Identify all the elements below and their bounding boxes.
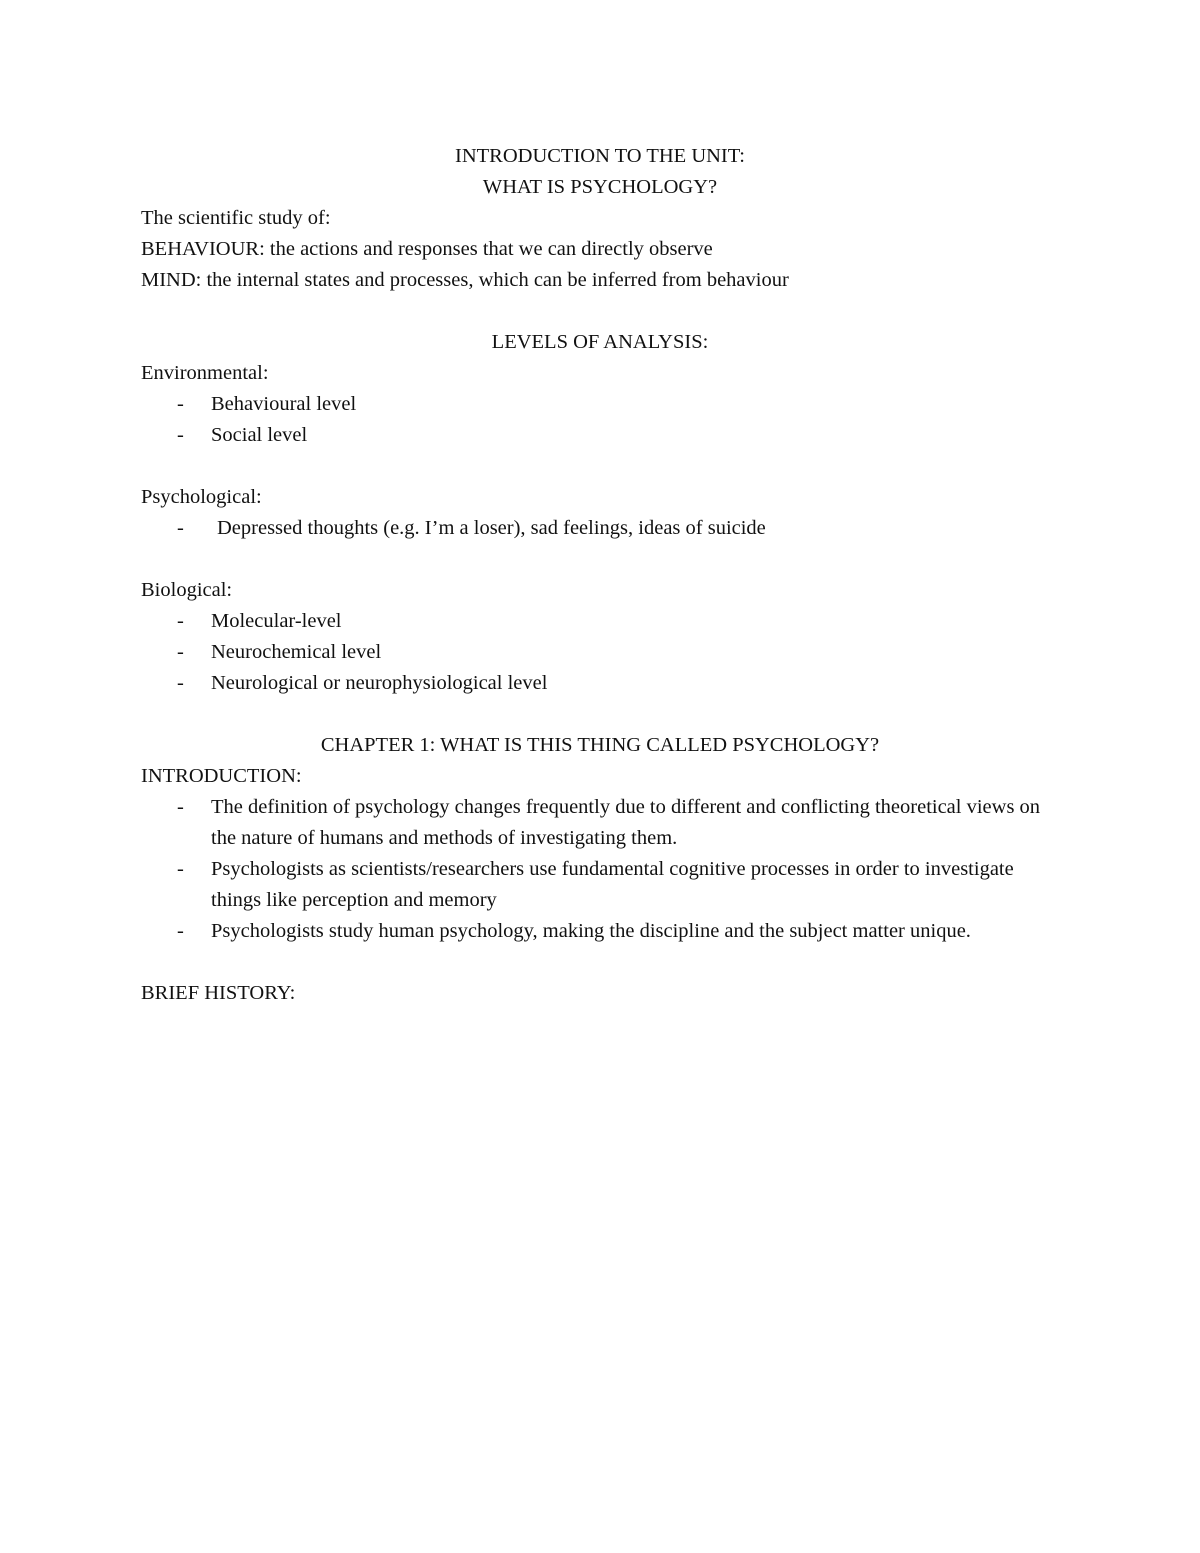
behaviour-definition: BEHAVIOUR: the actions and responses that we can directly observe bbox=[141, 238, 713, 260]
intro-line: The scientific study of: bbox=[141, 207, 331, 229]
list-item: - Neurochemical level bbox=[177, 641, 382, 663]
mind-definition: MIND: the internal states and processes, which can be inferred from behaviour bbox=[141, 269, 789, 291]
list-item: - Molecular-level bbox=[177, 610, 342, 632]
introduction-label: INTRODUCTION: bbox=[141, 765, 302, 787]
environmental-label: Environmental: bbox=[141, 362, 269, 384]
brief-history-heading: BRIEF HISTORY: bbox=[141, 982, 296, 1004]
list-item: - Neurological or neurophysiological level bbox=[177, 672, 548, 694]
list-item: - The definition of psychology changes frequently due to different and conflicting theoretical views on the nature of humans and methods of investigating them. bbox=[177, 796, 1041, 849]
unit-subtitle: WHAT IS PSYCHOLOGY? bbox=[482, 176, 718, 198]
levels-heading: LEVELS OF ANALYSIS: bbox=[491, 331, 709, 353]
list-item: - Psychologists as scientists/researchers use fundamental cognitive processes in order to investigate things like perception and memory bbox=[177, 858, 1014, 911]
chapter-heading: CHAPTER 1: WHAT IS THIS THING CALLED PSYCHOLOGY? bbox=[320, 734, 880, 756]
biological-label: Biological: bbox=[141, 579, 233, 601]
list-item: - Psychologists study human psychology, making the discipline and the subject matter unique. bbox=[177, 920, 971, 942]
unit-title: INTRODUCTION TO THE UNIT: bbox=[455, 145, 745, 167]
document-page bbox=[141, 141, 1041, 1009]
list-item: - Depressed thoughts (e.g. I’m a loser), sad feelings, ideas of suicide bbox=[177, 517, 766, 539]
psychological-label: Psychological: bbox=[141, 486, 262, 508]
list-item: - Social level bbox=[177, 424, 308, 446]
list-item: - Behavioural level bbox=[177, 393, 357, 415]
